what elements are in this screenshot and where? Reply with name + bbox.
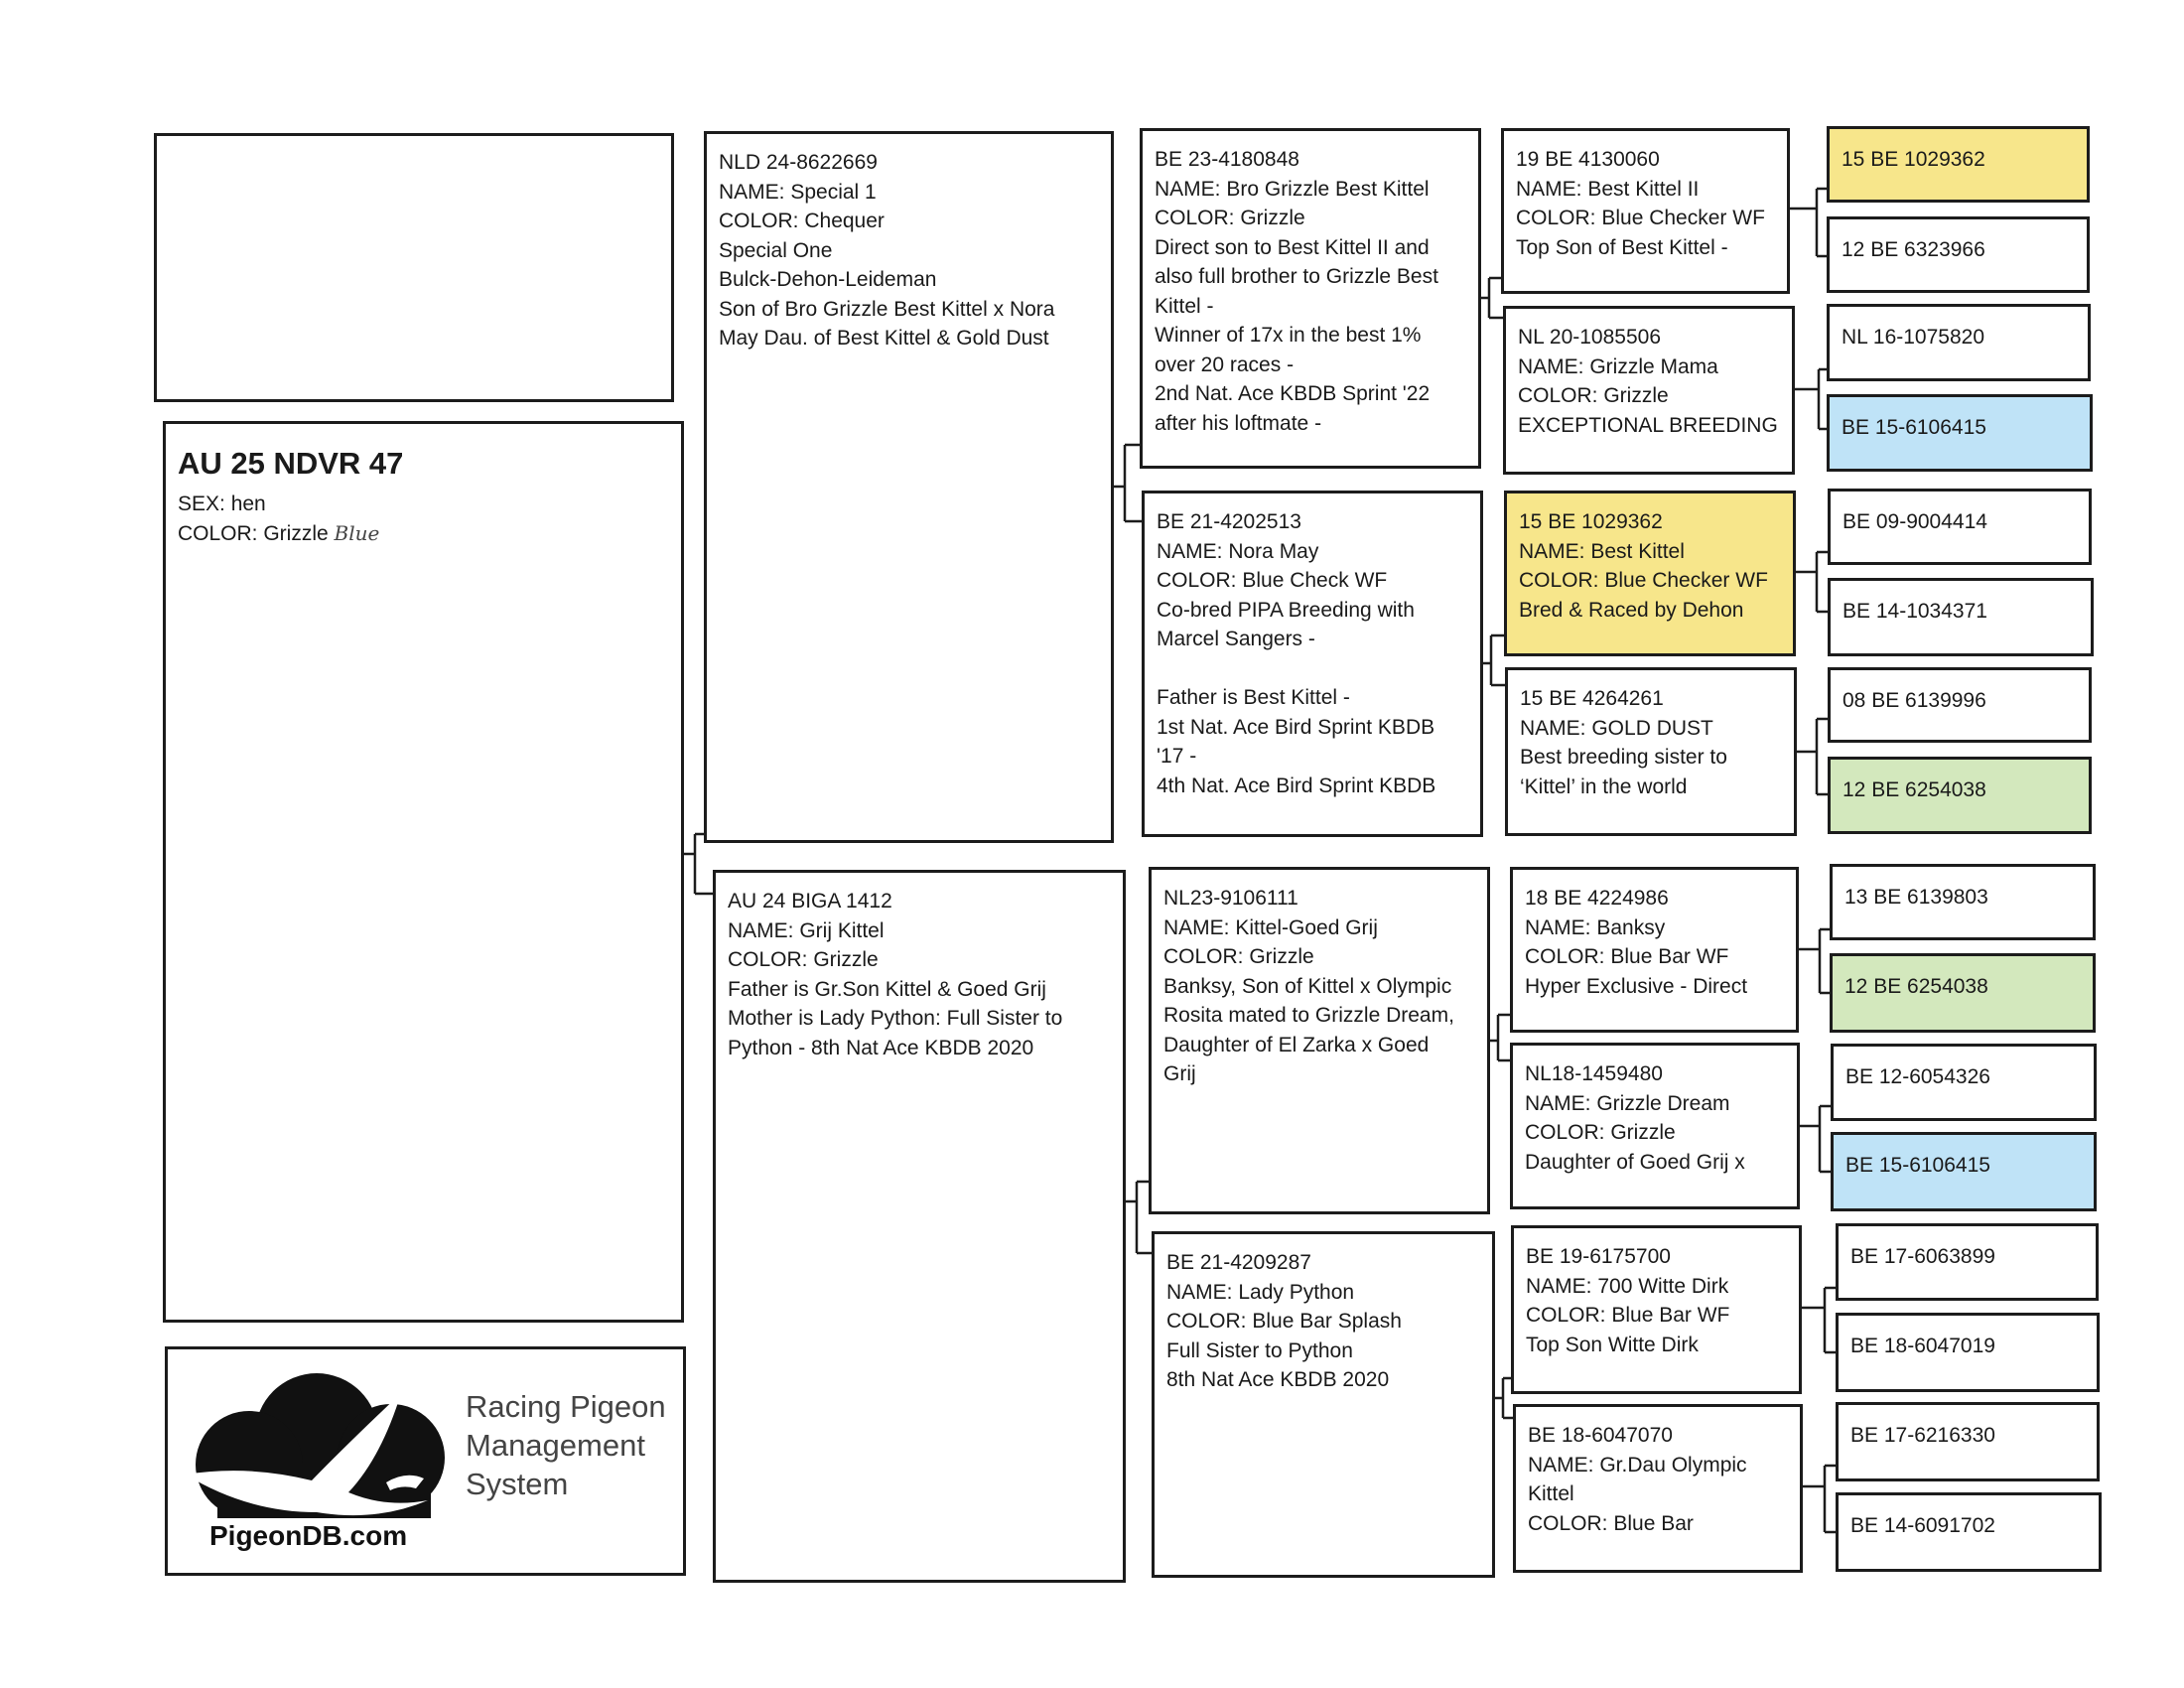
father-line: Son of Bro Grizzle Best Kittel x Nora [719,297,1055,321]
pedigree-line: Best breeding sister to [1520,746,1727,769]
pedigree-line: Daughter of Goed Grij x [1525,1150,1745,1174]
ancestor-ring-card[interactable] [1828,489,2092,565]
pedigree-line: Top Son of Best Kittel - [1516,235,1728,259]
pedigree-line: COLOR: Blue Check WF [1157,569,1388,592]
logo-tagline-line-2: Management [466,1428,645,1463]
ancestor-ring-card[interactable] [1836,1313,2100,1392]
subject-pigeon-card[interactable] [163,421,684,1323]
ancestor-ring-number: BE 15-6106415 [1842,416,1986,439]
grandparent-card[interactable] [1142,491,1483,837]
pedigree-line: Winner of 17x in the best 1% [1155,324,1422,347]
great-grandparent-card[interactable] [1510,1043,1800,1209]
ancestor-ring-number: BE 12-6054326 [1845,1065,1990,1088]
great-grandparent-card[interactable] [1513,1404,1803,1573]
ancestor-ring-number: BE 15-6106415 [1845,1154,1990,1177]
subject-color [178,519,669,549]
subject-sex: SEX: hen [178,492,266,515]
pedigree-line: COLOR: Blue Bar WF [1526,1304,1730,1327]
great-grandparent-card[interactable] [1505,667,1797,836]
pedigree-line: NAME: Nora May [1157,539,1319,563]
ancestor-ring-number: 08 BE 6139996 [1843,689,1986,712]
pedigree-line: Hyper Exclusive - Direct [1525,974,1748,998]
ancestor-ring-card-highlighted[interactable] [1828,757,2092,834]
subject-color-printed: COLOR: Grizzle [178,521,329,545]
pedigree-line: '17 - [1157,745,1197,768]
pedigree-line: NAME: Best Kittel [1519,539,1685,563]
pedigree-line: COLOR: Blue Bar WF [1525,945,1729,968]
pedigree-line: NAME: Banksy [1525,915,1666,939]
pedigree-line: COLOR: Grizzle [1518,384,1669,407]
pedigree-line: Marcel Sangers - [1157,628,1315,650]
pedigree-line: 15 BE 1029362 [1519,510,1663,533]
photo-placeholder-box [154,133,674,402]
pedigree-line: NAME: GOLD DUST [1520,716,1713,740]
pedigree-line: Kittel - [1155,294,1214,318]
pedigree-line: COLOR: Grizzle [1163,945,1314,968]
pedigree-line: BE 21-4202513 [1157,510,1301,533]
pedigree-line: Direct son to Best Kittel II and [1155,235,1430,259]
pedigree-line: 8th Nat Ace KBDB 2020 [1166,1368,1390,1391]
ancestor-ring-card[interactable] [1827,216,2090,293]
ancestor-ring-card[interactable] [1827,304,2091,381]
logo-tagline-line-1: Racing Pigeon [466,1389,666,1424]
father-line: May Dau. of Best Kittel & Gold Dust [719,327,1049,350]
logo-website: PigeonDB.com [209,1520,408,1551]
pedigree-line: 15 BE 4264261 [1520,687,1664,710]
ancestor-ring-number: 13 BE 6139803 [1844,886,1988,909]
ancestor-ring-number: BE 17-6216330 [1850,1424,1995,1447]
pedigree-line: NAME: 700 Witte Dirk [1526,1274,1729,1298]
great-grandparent-card[interactable] [1501,128,1790,294]
ancestor-ring-number: BE 17-6063899 [1850,1245,1995,1268]
father-line: COLOR: Chequer [719,210,885,232]
logo-tagline [466,1387,666,1503]
pedigree-line: NAME: Bro Grizzle Best Kittel [1155,177,1430,201]
grandparent-card[interactable] [1140,128,1481,469]
father-line: Bulck-Dehon-Leideman [719,268,937,291]
pedigree-line: NAME: Grizzle Dream [1525,1091,1730,1115]
pedigree-line: EXCEPTIONAL BREEDING [1518,413,1778,437]
pedigree-line: Daughter of El Zarka x Goed [1163,1033,1430,1056]
mother-line: Python - 8th Nat Ace KBDB 2020 [728,1036,1034,1059]
ancestor-ring-number: 12 BE 6254038 [1844,975,1988,998]
pedigree-line: COLOR: Blue Checker WF [1519,569,1768,592]
pedigree-line: 19 BE 4130060 [1516,148,1660,171]
pedigree-line: over 20 races - [1155,352,1295,376]
ancestor-ring-card-highlighted[interactable] [1827,394,2093,472]
pedigree-line: COLOR: Grizzle [1525,1121,1676,1144]
mother-line: NAME: Grij Kittel [728,918,885,942]
ancestor-ring-card-highlighted[interactable] [1830,953,2096,1033]
pedigree-line: Full Sister to Python [1166,1338,1353,1362]
mother-line: COLOR: Grizzle [728,948,879,971]
pedigree-line: Grij [1163,1062,1196,1085]
great-grandparent-card[interactable] [1510,867,1799,1033]
pedigree-line: 1st Nat. Ace Bird Sprint KBDB [1157,715,1435,739]
ancestor-ring-card-highlighted[interactable] [1827,126,2090,203]
pedigree-line: after his loftmate - [1155,411,1322,435]
pedigree-line: Father is Best Kittel - [1157,686,1350,709]
pedigree-line: COLOR: Blue Bar Splash [1166,1310,1402,1333]
subject-ring-number: AU 25 NDVR 47 [178,446,404,481]
grandparent-card[interactable] [1149,867,1490,1214]
pedigree-line: NAME: Kittel-Goed Grij [1163,915,1378,939]
ancestor-ring-card[interactable] [1836,1402,2100,1481]
pedigree-line: COLOR: Blue Checker WF [1516,207,1765,229]
ancestor-ring-card[interactable] [1830,864,2096,940]
pedigree-line: NL18-1459480 [1525,1062,1663,1085]
pedigree-line: also full brother to Grizzle Best [1155,265,1438,288]
pedigree-line: Banksy, Son of Kittel x Olympic [1163,974,1452,998]
ancestor-ring-number: 12 BE 6254038 [1843,778,1986,801]
mother-line: AU 24 BIGA 1412 [728,890,892,913]
pedigree-line: 18 BE 4224986 [1525,887,1669,910]
mother-line: Father is Gr.Son Kittel & Goed Grij [728,977,1046,1001]
pedigree-line: Kittel [1528,1482,1574,1505]
pedigree-line: NAME: Gr.Dau Olympic [1528,1453,1747,1477]
pedigree-line: 2nd Nat. Ace KBDB Sprint '22 [1155,382,1431,405]
pedigree-line: BE 23-4180848 [1155,148,1299,171]
subject-color-handwritten: Blue [334,520,380,545]
father-line: Special One [719,238,833,262]
pedigree-line: BE 21-4209287 [1166,1251,1311,1274]
ancestor-ring-card-highlighted[interactable] [1831,1132,2097,1211]
father-line: NLD 24-8622669 [719,151,878,174]
pedigree-line [1157,654,1468,684]
father-line: NAME: Special 1 [719,180,877,204]
father-card[interactable] [704,131,1114,843]
logo-box [165,1346,686,1576]
ancestor-ring-card[interactable] [1828,578,2094,656]
logo-tagline-line-3: System [466,1467,569,1501]
ancestor-ring-card[interactable] [1831,1044,2097,1121]
pedigree-line: Rosita mated to Grizzle Dream, [1163,1004,1454,1027]
great-grandparent-card-highlighted[interactable] [1504,491,1796,656]
pedigree-line: NL 20-1085506 [1518,326,1662,349]
pigeon-cloud-logo-icon [178,1363,466,1532]
ancestor-ring-number: BE 14-6091702 [1850,1514,1995,1537]
ancestor-ring-number: NL 16-1075820 [1842,326,1985,349]
great-grandparent-card[interactable] [1503,306,1795,475]
mother-line: Mother is Lady Python: Full Sister to [728,1007,1063,1030]
ancestor-ring-card[interactable] [1836,1223,2099,1301]
ancestor-ring-number: BE 14-1034371 [1843,600,1987,623]
pedigree-line: NAME: Grizzle Mama [1518,354,1718,378]
ancestor-ring-number: BE 09-9004414 [1843,510,1987,533]
pedigree-line: ‘Kittel’ in the world [1520,774,1688,798]
pedigree-line: Co-bred PIPA Breeding with [1157,598,1415,622]
pedigree-line: BE 19-6175700 [1526,1245,1671,1268]
pedigree-line: BE 18-6047070 [1528,1424,1673,1447]
pedigree-line: 4th Nat. Ace Bird Sprint KBDB [1157,774,1436,797]
ancestor-ring-card[interactable] [1836,1492,2102,1572]
pedigree-line: NAME: Best Kittel II [1516,177,1700,201]
pedigree-line: Bred & Raced by Dehon [1519,598,1744,622]
ancestor-ring-card[interactable] [1828,667,2092,743]
great-grandparent-card[interactable] [1511,1225,1802,1394]
grandparent-card[interactable] [1152,1231,1495,1578]
ancestor-ring-number: 15 BE 1029362 [1842,148,1985,171]
pedigree-line: COLOR: Blue Bar [1528,1511,1694,1535]
ancestor-ring-number: BE 18-6047019 [1850,1335,1995,1357]
pedigree-line: NL23-9106111 [1163,887,1298,910]
pedigree-line: NAME: Lady Python [1166,1280,1355,1304]
mother-card[interactable] [713,870,1126,1583]
ancestor-ring-number: 12 BE 6323966 [1842,238,1985,261]
pedigree-line: COLOR: Grizzle [1155,207,1305,229]
pedigree-line: Top Son Witte Dirk [1526,1333,1699,1356]
